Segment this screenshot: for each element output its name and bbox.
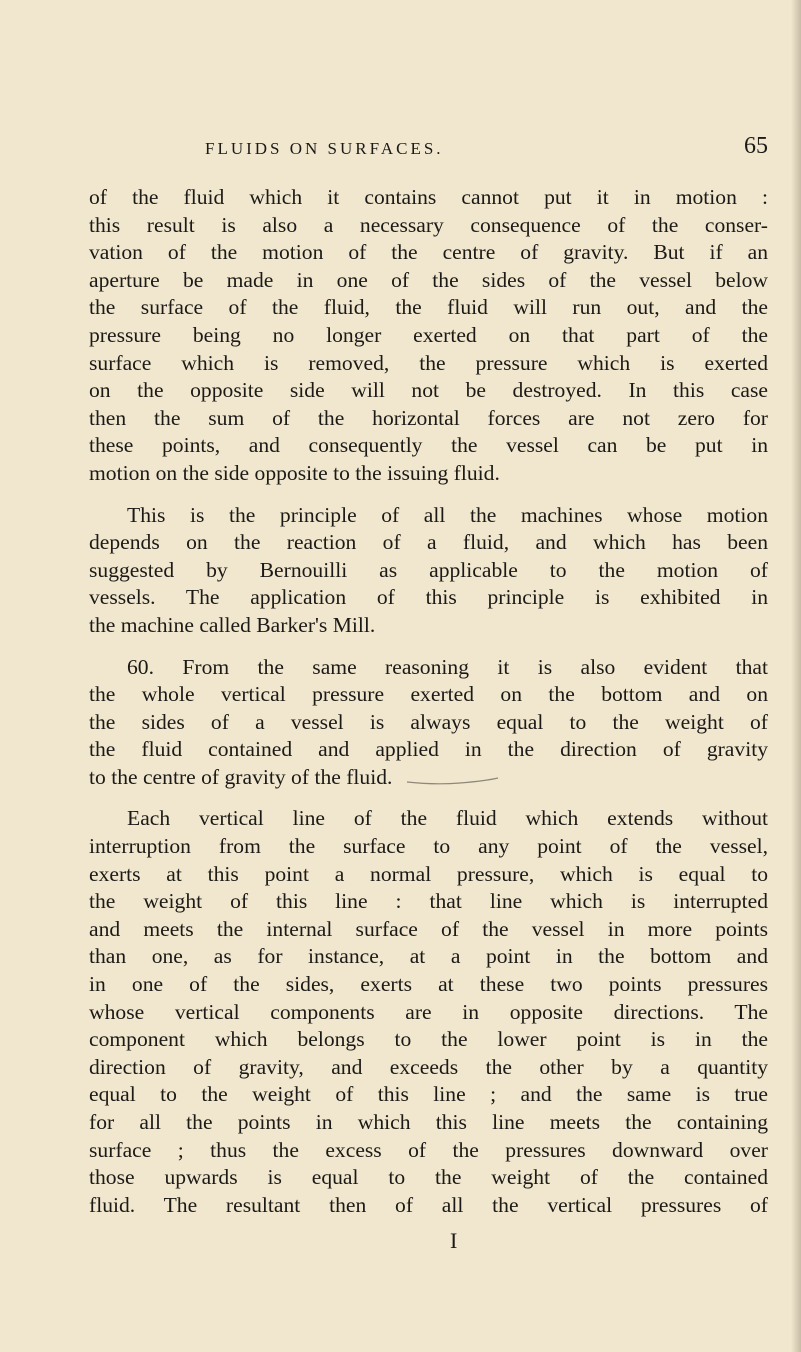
text-line: those upwards is equal to the weight of the contained: [89, 1165, 768, 1190]
text-line: on the opposite side will not be destroyed. In this case: [89, 378, 768, 403]
text-line: vation of the motion of the centre of gravity. But if an: [89, 240, 768, 265]
text-line: and meets the internal surface of the vessel in more points: [89, 916, 768, 941]
pencil-underline-mark: [405, 776, 500, 786]
text-line: the whole vertical pressure exerted on the bottom and on: [89, 682, 768, 707]
paragraph: [89, 184, 768, 488]
text-line: the sides of a vessel is always equal to the weight of: [89, 709, 768, 734]
text-line: exerts at this point a normal pressure, which is equal to: [89, 861, 768, 886]
text-line: aperture be made in one of the sides of the vessel below: [89, 267, 768, 292]
paragraph: [89, 805, 768, 1219]
text-line: vessels. The application of this principle is exhibited in: [89, 585, 768, 610]
signature-mark: I: [450, 1228, 458, 1253]
text-line: direction of gravity, and exceeds the other by a quantity: [89, 1054, 768, 1079]
text-line: in one of the sides, exerts at these two points pressures: [89, 972, 768, 997]
text-line: motion on the side opposite to the issuing fluid.: [89, 460, 500, 485]
text-line: Each vertical line of the fluid which extends without: [127, 806, 768, 831]
text-line: depends on the reaction of a fluid, and which has been: [89, 530, 768, 555]
body-text: [89, 184, 768, 1219]
paragraph: [89, 654, 768, 792]
text-line: pressure being no longer exerted on that part of the: [89, 322, 768, 347]
text-line: these points, and consequently the vessel can be put in: [89, 433, 768, 458]
page-edge-shadow: [791, 0, 801, 1352]
text-line: the machine called Barker's Mill.: [89, 612, 376, 637]
text-line: to the centre of gravity of the fluid.: [89, 764, 393, 789]
text-line: equal to the weight of this line ; and the same is true: [89, 1082, 768, 1107]
text-line: surface which is removed, the pressure which is exerted: [89, 350, 768, 375]
text-line: the fluid contained and applied in the direction of gravity: [89, 737, 768, 762]
text-line: 60. From the same reasoning it is also evident that: [127, 654, 768, 679]
text-line: for all the points in which this line meets the containing: [89, 1110, 768, 1134]
text-line: this result is also a necessary consequence of the conser-: [89, 212, 768, 237]
text-line: the weight of this line : that line which is interrupted: [89, 889, 768, 914]
text-line: than one, as for instance, at a point in the bottom and: [89, 944, 768, 969]
text-line: This is the principle of all the machines whose motion: [127, 502, 768, 527]
text-line: fluid. The resultant then of all the vertical pressures of: [89, 1192, 768, 1217]
text-line: suggested by Bernouilli as applicable to the motion of: [89, 557, 768, 582]
running-head: FLUIDS ON SURFACES.: [205, 139, 444, 158]
text-line: surface ; thus the excess of the pressures downward over: [89, 1137, 768, 1162]
text-line: the surface of the fluid, the fluid will run out, and the: [89, 295, 768, 320]
text-line: whose vertical components are in opposite directions. The: [89, 999, 768, 1024]
page-header: [205, 133, 768, 167]
text-line: of the fluid which it contains cannot put it in motion :: [89, 185, 768, 209]
text-line: interruption from the surface to any point of the vessel,: [89, 834, 768, 859]
text-line: component which belongs to the lower point is in the: [89, 1027, 768, 1052]
text-line: then the sum of the horizontal forces are not zero for: [89, 405, 768, 430]
paragraph: [89, 502, 768, 640]
page-number: 65: [744, 133, 768, 159]
